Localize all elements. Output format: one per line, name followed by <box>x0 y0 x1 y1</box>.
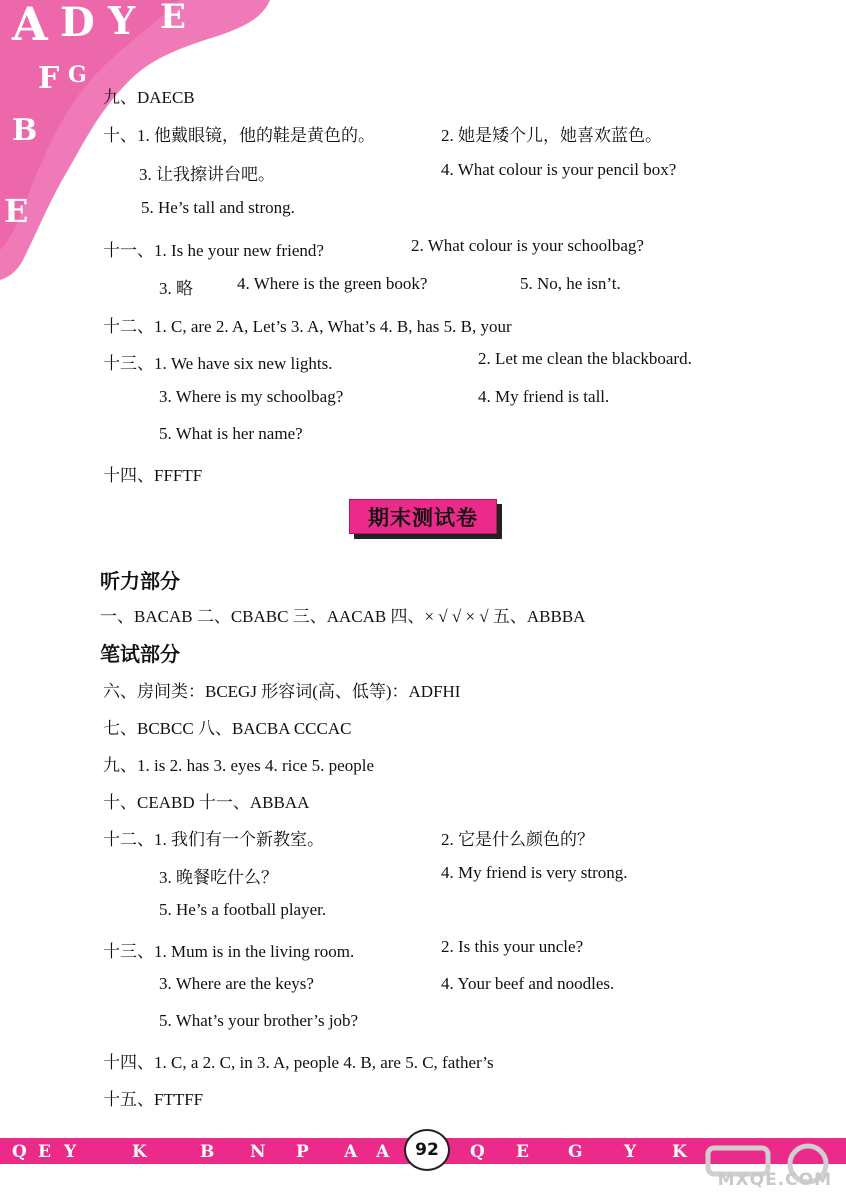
final-answer-7-8: 七、BCBCC 八、BACBA CCCAC <box>103 719 352 738</box>
footer-letter: N <box>250 1142 266 1162</box>
answer-13-2: 2. Let me clean the blackboard. <box>478 349 692 368</box>
final-answer-9: 九、1. is 2. has 3. eyes 4. rice 5. people <box>103 756 374 775</box>
footer-letter: Y <box>624 1142 637 1162</box>
final-answer-14: 十四、1. C, a 2. C, in 3. A, people 4. B, are 5. C, father’s <box>103 1053 494 1072</box>
answer-10-2: 2. 她是矮个儿，她喜欢蓝色。 <box>441 126 662 145</box>
written-heading: 笔试部分 <box>100 642 180 666</box>
footer-letter: A <box>376 1142 390 1162</box>
final-answer-13-2: 2. Is this your uncle? <box>441 937 584 956</box>
corner-letter: D <box>60 0 95 46</box>
footer-letter: E <box>38 1142 51 1162</box>
final-answer-13-5: 5. What’s your brother’s job? <box>159 1011 359 1030</box>
answer-11-4: 4. Where is the green book? <box>237 274 428 293</box>
answer-13-5: 5. What is her name? <box>159 424 303 443</box>
footer-letter: P <box>296 1142 309 1162</box>
page-number: 92 <box>404 1129 450 1171</box>
answer-11-3: 3. 略 <box>159 279 193 298</box>
corner-letter: F <box>38 61 60 96</box>
final-answer-13-3: 3. Where are the keys? <box>159 974 314 993</box>
final-answer-15: 十五、FTTFF <box>103 1090 204 1109</box>
answer-12: 十二、1. C, are 2. A, Let’s 3. A, What’s 4. B, has 5. B, your <box>103 317 512 336</box>
footer-letter: Q <box>12 1142 27 1162</box>
answer-13-4: 4. My friend is tall. <box>478 387 610 406</box>
footer-letter: Y <box>64 1142 77 1162</box>
footer-letter: G <box>568 1142 583 1162</box>
section-title: 期末测试卷 <box>349 499 497 534</box>
corner-letter: Y <box>108 0 136 43</box>
watermark-text: MXQE.COM <box>717 1170 832 1190</box>
answer-13-3: 3. Where is my schoolbag? <box>159 387 344 406</box>
final-answer-12-5: 5. He’s a football player. <box>159 900 327 919</box>
corner-letter: A <box>12 0 48 51</box>
answer-11-2: 2. What colour is your schoolbag? <box>411 236 644 255</box>
listening-heading: 听力部分 <box>100 569 180 593</box>
final-answer-13-4: 4. Your beef and noodles. <box>441 974 615 993</box>
final-answer-1-5: 一、BACAB 二、CBABC 三、AACAB 四、× √ √ × √ 五、ABBBA <box>100 607 586 626</box>
final-answer-12-4: 4. My friend is very strong. <box>441 863 628 882</box>
corner-letter: E <box>160 0 186 37</box>
corner-letter: E <box>4 192 29 230</box>
final-answer-12-3: 3. 晚餐吃什么？ <box>159 868 278 887</box>
corner-letter: B <box>12 113 38 148</box>
answer-10-4: 4. What colour is your pencil box? <box>441 160 677 179</box>
footer-letter: B <box>200 1142 215 1162</box>
answer-9: 九、DAECB <box>103 88 195 107</box>
section-title-banner <box>349 499 497 534</box>
footer-letter: Q <box>470 1142 485 1162</box>
answer-11-1: 十一、1. Is he your new friend? <box>103 241 324 260</box>
final-answer-12-1: 十二、1. 我们有一个新教室。 <box>103 830 324 849</box>
footer-letter: K <box>672 1142 687 1162</box>
answer-14: 十四、FFFTF <box>103 466 203 485</box>
answer-11-5: 5. No, he isn’t. <box>520 274 621 293</box>
footer-letter: K <box>132 1142 147 1162</box>
final-answer-12-2: 2. 它是什么颜色的？ <box>441 830 594 849</box>
footer-letter: A <box>344 1142 358 1162</box>
answer-10-5: 5. He’s tall and strong. <box>141 198 295 217</box>
answer-10-1: 十、1. 他戴眼镜，他的鞋是黄色的。 <box>103 126 375 145</box>
final-answer-13-1: 十三、1. Mum is in the living room. <box>103 942 355 961</box>
corner-letter: G <box>68 62 87 88</box>
answer-10-3: 3. 让我擦讲台吧。 <box>139 165 275 184</box>
footer-letter: E <box>516 1142 529 1162</box>
final-answer-6: 六、房间类：BCEGJ 形容词(高、低等)：ADFHI <box>103 682 461 701</box>
answer-13-1: 十三、1. We have six new lights. <box>103 354 333 373</box>
final-answer-10-11: 十、CEABD 十一、ABBAA <box>103 793 310 812</box>
